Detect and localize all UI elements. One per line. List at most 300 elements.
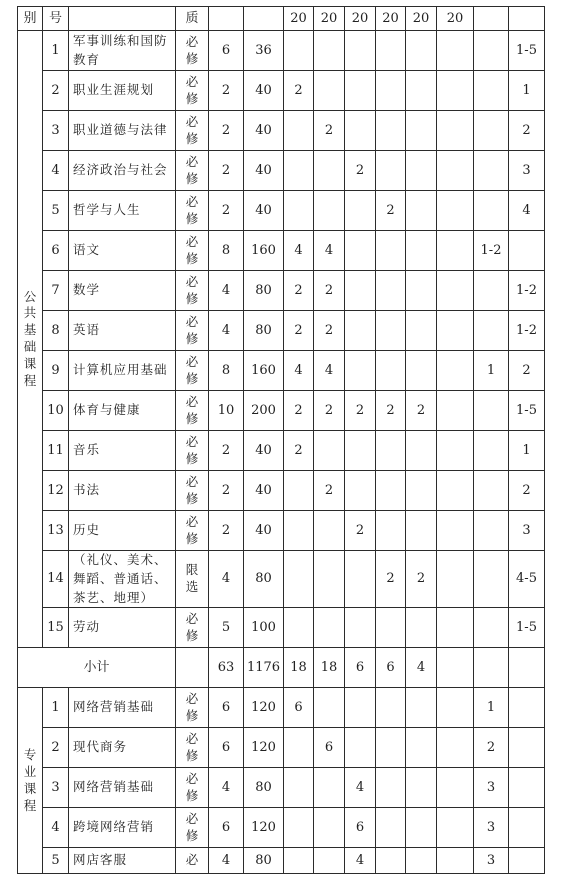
hours-cell: 80 bbox=[244, 311, 284, 351]
semester-4-cell: 2 bbox=[376, 391, 406, 431]
nature-label: 必修 bbox=[185, 433, 199, 466]
semester-5-cell bbox=[406, 848, 437, 874]
course-name: 网店客服 bbox=[69, 848, 176, 874]
semester-6-cell bbox=[437, 848, 474, 874]
nature-label: 必修 bbox=[185, 113, 199, 146]
hours-cell: 40 bbox=[244, 151, 284, 191]
nature-label: 限选 bbox=[185, 562, 199, 595]
semester-6-cell bbox=[437, 391, 474, 431]
semester-6-cell bbox=[437, 31, 474, 71]
semester-5-cell: 2 bbox=[406, 391, 437, 431]
semester-4-cell bbox=[376, 471, 406, 511]
semester-3-cell bbox=[345, 191, 376, 231]
course-row bbox=[18, 848, 545, 874]
nature-label: 必修 bbox=[185, 33, 199, 66]
subtotal-semester-5-cell: 4 bbox=[406, 648, 437, 688]
header-semester-1: 20 bbox=[284, 7, 314, 31]
course-name: 语文 bbox=[69, 231, 176, 271]
nature-label: 必修 bbox=[185, 393, 199, 426]
nature-cell bbox=[176, 271, 209, 311]
semester-5-cell bbox=[406, 151, 437, 191]
semester-1-cell: 2 bbox=[284, 391, 314, 431]
semester-1-cell bbox=[284, 848, 314, 874]
semester-1-cell: 2 bbox=[284, 431, 314, 471]
semester-3-cell bbox=[345, 471, 376, 511]
hours-cell: 160 bbox=[244, 231, 284, 271]
check-cell: 1 bbox=[509, 71, 545, 111]
semester-4-cell bbox=[376, 271, 406, 311]
hours-cell: 120 bbox=[244, 808, 284, 848]
semester-2-cell bbox=[314, 71, 345, 111]
hours-cell: 80 bbox=[244, 768, 284, 808]
nature-label: 必修 bbox=[185, 730, 199, 763]
semester-5-cell bbox=[406, 71, 437, 111]
semester-3-cell bbox=[345, 31, 376, 71]
number-cell: 5 bbox=[43, 191, 69, 231]
check-cell bbox=[509, 728, 545, 768]
course-name: 数学 bbox=[69, 271, 176, 311]
category-cell bbox=[18, 688, 43, 874]
semester-3-cell: 2 bbox=[345, 511, 376, 551]
semester-3-cell: 4 bbox=[345, 848, 376, 874]
semester-2-cell bbox=[314, 848, 345, 874]
check-cell: 4-5 bbox=[509, 551, 545, 608]
table-body bbox=[18, 7, 545, 874]
nature-cell bbox=[176, 351, 209, 391]
semester-4-cell bbox=[376, 231, 406, 271]
semester-6-cell bbox=[437, 471, 474, 511]
semester-1-cell bbox=[284, 151, 314, 191]
number-cell: 6 bbox=[43, 231, 69, 271]
exam-cell bbox=[474, 608, 509, 648]
course-name: 哲学与人生 bbox=[69, 191, 176, 231]
number-cell: 2 bbox=[43, 728, 69, 768]
semester-2-cell bbox=[314, 608, 345, 648]
nature-label: 必修 bbox=[185, 313, 199, 346]
hours-cell: 200 bbox=[244, 391, 284, 431]
category-cell bbox=[18, 31, 43, 648]
semester-6-cell bbox=[437, 111, 474, 151]
course-row bbox=[18, 808, 545, 848]
hours-cell: 40 bbox=[244, 471, 284, 511]
header-semester-6: 20 bbox=[437, 7, 474, 31]
curriculum-table bbox=[17, 6, 545, 874]
header-hours bbox=[244, 7, 284, 31]
semester-4-cell bbox=[376, 311, 406, 351]
course-row bbox=[18, 768, 545, 808]
semester-4-cell bbox=[376, 31, 406, 71]
semester-6-cell bbox=[437, 431, 474, 471]
semester-1-cell bbox=[284, 471, 314, 511]
subtotal-semester-4-cell: 6 bbox=[376, 648, 406, 688]
credits-cell: 2 bbox=[209, 191, 244, 231]
credits-cell: 4 bbox=[209, 311, 244, 351]
course-name: 职业道德与法律 bbox=[69, 111, 176, 151]
semester-5-cell bbox=[406, 768, 437, 808]
nature-cell bbox=[176, 728, 209, 768]
semester-6-cell bbox=[437, 191, 474, 231]
semester-5-cell bbox=[406, 191, 437, 231]
subtotal-nature bbox=[176, 648, 209, 688]
semester-4-cell bbox=[376, 768, 406, 808]
semester-5-cell bbox=[406, 271, 437, 311]
semester-5-cell bbox=[406, 351, 437, 391]
exam-cell: 2 bbox=[474, 728, 509, 768]
header-semester-4: 20 bbox=[376, 7, 406, 31]
semester-4-cell bbox=[376, 848, 406, 874]
category-label: 专业课程 bbox=[23, 747, 37, 813]
exam-cell bbox=[474, 511, 509, 551]
semester-3-cell bbox=[345, 728, 376, 768]
semester-2-cell bbox=[314, 431, 345, 471]
semester-6-cell bbox=[437, 728, 474, 768]
semester-5-cell bbox=[406, 31, 437, 71]
header-row bbox=[18, 7, 545, 31]
course-row bbox=[18, 311, 545, 351]
semester-5-cell bbox=[406, 111, 437, 151]
nature-cell bbox=[176, 471, 209, 511]
semester-3-cell bbox=[345, 231, 376, 271]
header-semester-3: 20 bbox=[345, 7, 376, 31]
course-name: 现代商务 bbox=[69, 728, 176, 768]
semester-1-cell bbox=[284, 551, 314, 608]
course-row bbox=[18, 191, 545, 231]
nature-label: 必 bbox=[185, 852, 199, 868]
semester-3-cell bbox=[345, 431, 376, 471]
nature-label: 必修 bbox=[185, 473, 199, 506]
check-cell bbox=[509, 768, 545, 808]
credits-cell: 8 bbox=[209, 231, 244, 271]
semester-4-cell: 2 bbox=[376, 191, 406, 231]
semester-6-cell bbox=[437, 808, 474, 848]
subtotal-label: 小计 bbox=[18, 648, 176, 688]
number-cell: 11 bbox=[43, 431, 69, 471]
credits-cell: 2 bbox=[209, 151, 244, 191]
semester-2-cell bbox=[314, 511, 345, 551]
subtotal-hours-cell: 1176 bbox=[244, 648, 284, 688]
course-name: 历史 bbox=[69, 511, 176, 551]
credits-cell: 5 bbox=[209, 608, 244, 648]
nature-label: 必修 bbox=[185, 353, 199, 386]
credits-cell: 2 bbox=[209, 431, 244, 471]
semester-5-cell bbox=[406, 808, 437, 848]
nature-cell bbox=[176, 111, 209, 151]
semester-2-cell: 2 bbox=[314, 471, 345, 511]
check-cell: 1-5 bbox=[509, 31, 545, 71]
credits-cell: 6 bbox=[209, 728, 244, 768]
exam-cell: 3 bbox=[474, 848, 509, 874]
course-name: 劳动 bbox=[69, 608, 176, 648]
semester-2-cell: 6 bbox=[314, 728, 345, 768]
nature-cell bbox=[176, 71, 209, 111]
nature-cell bbox=[176, 808, 209, 848]
semester-2-cell: 2 bbox=[314, 311, 345, 351]
exam-cell bbox=[474, 31, 509, 71]
course-row bbox=[18, 111, 545, 151]
check-cell: 3 bbox=[509, 151, 545, 191]
check-cell: 1-5 bbox=[509, 608, 545, 648]
semester-2-cell: 4 bbox=[314, 351, 345, 391]
semester-5-cell bbox=[406, 511, 437, 551]
hours-cell: 160 bbox=[244, 351, 284, 391]
semester-1-cell: 2 bbox=[284, 311, 314, 351]
semester-2-cell bbox=[314, 151, 345, 191]
semester-3-cell bbox=[345, 351, 376, 391]
header-check bbox=[509, 7, 545, 31]
number-cell: 1 bbox=[43, 688, 69, 728]
nature-cell bbox=[176, 391, 209, 431]
subtotal-check-cell bbox=[509, 648, 545, 688]
semester-2-cell: 2 bbox=[314, 271, 345, 311]
semester-3-cell bbox=[345, 271, 376, 311]
number-cell: 3 bbox=[43, 768, 69, 808]
credits-cell: 4 bbox=[209, 271, 244, 311]
exam-cell: 3 bbox=[474, 768, 509, 808]
semester-1-cell: 6 bbox=[284, 688, 314, 728]
semester-2-cell bbox=[314, 31, 345, 71]
exam-cell bbox=[474, 271, 509, 311]
semester-4-cell bbox=[376, 151, 406, 191]
semester-2-cell bbox=[314, 808, 345, 848]
exam-cell bbox=[474, 151, 509, 191]
number-cell: 3 bbox=[43, 111, 69, 151]
nature-cell bbox=[176, 768, 209, 808]
semester-2-cell bbox=[314, 191, 345, 231]
hours-cell: 80 bbox=[244, 551, 284, 608]
check-cell bbox=[509, 848, 545, 874]
hours-cell: 40 bbox=[244, 191, 284, 231]
header-semester-5: 20 bbox=[406, 7, 437, 31]
exam-cell bbox=[474, 431, 509, 471]
semester-6-cell bbox=[437, 351, 474, 391]
check-cell: 2 bbox=[509, 471, 545, 511]
nature-label: 必修 bbox=[185, 273, 199, 306]
semester-3-cell bbox=[345, 608, 376, 648]
exam-cell bbox=[474, 111, 509, 151]
exam-cell bbox=[474, 311, 509, 351]
course-name: （礼仪、美术、舞蹈、普通话、茶艺、地理） bbox=[69, 551, 176, 608]
number-cell: 13 bbox=[43, 511, 69, 551]
semester-1-cell: 4 bbox=[284, 351, 314, 391]
semester-6-cell bbox=[437, 231, 474, 271]
nature-cell bbox=[176, 551, 209, 608]
semester-6-cell bbox=[437, 71, 474, 111]
course-row bbox=[18, 271, 545, 311]
number-cell: 14 bbox=[43, 551, 69, 608]
course-row bbox=[18, 391, 545, 431]
course-row bbox=[18, 551, 545, 608]
semester-4-cell bbox=[376, 728, 406, 768]
semester-4-cell: 2 bbox=[376, 551, 406, 608]
course-row bbox=[18, 351, 545, 391]
header-number: 号 bbox=[43, 7, 69, 31]
course-row bbox=[18, 71, 545, 111]
credits-cell: 6 bbox=[209, 688, 244, 728]
number-cell: 15 bbox=[43, 608, 69, 648]
semester-5-cell bbox=[406, 231, 437, 271]
course-name: 职业生涯规划 bbox=[69, 71, 176, 111]
course-name: 网络营销基础 bbox=[69, 768, 176, 808]
semester-6-cell bbox=[437, 608, 474, 648]
semester-1-cell bbox=[284, 191, 314, 231]
semester-3-cell: 6 bbox=[345, 808, 376, 848]
nature-label: 必修 bbox=[185, 193, 199, 226]
nature-cell bbox=[176, 151, 209, 191]
semester-5-cell bbox=[406, 688, 437, 728]
course-name: 计算机应用基础 bbox=[69, 351, 176, 391]
course-row bbox=[18, 471, 545, 511]
course-row bbox=[18, 231, 545, 271]
semester-5-cell bbox=[406, 431, 437, 471]
course-row bbox=[18, 728, 545, 768]
nature-cell bbox=[176, 191, 209, 231]
course-row bbox=[18, 608, 545, 648]
credits-cell: 4 bbox=[209, 551, 244, 608]
exam-cell: 3 bbox=[474, 808, 509, 848]
exam-cell bbox=[474, 471, 509, 511]
hours-cell: 40 bbox=[244, 111, 284, 151]
credits-cell: 4 bbox=[209, 768, 244, 808]
semester-1-cell bbox=[284, 608, 314, 648]
semester-3-cell: 2 bbox=[345, 151, 376, 191]
number-cell: 4 bbox=[43, 151, 69, 191]
semester-6-cell bbox=[437, 768, 474, 808]
subtotal-semester-6-cell bbox=[437, 648, 474, 688]
check-cell: 2 bbox=[509, 351, 545, 391]
semester-1-cell bbox=[284, 808, 314, 848]
check-cell bbox=[509, 231, 545, 271]
semester-4-cell bbox=[376, 431, 406, 471]
semester-5-cell bbox=[406, 311, 437, 351]
nature-label: 必修 bbox=[185, 810, 199, 843]
nature-cell bbox=[176, 688, 209, 728]
subtotal-credits-cell: 63 bbox=[209, 648, 244, 688]
semester-5-cell bbox=[406, 728, 437, 768]
check-cell bbox=[509, 808, 545, 848]
category-label: 公共基础课程 bbox=[23, 288, 37, 388]
hours-cell: 40 bbox=[244, 431, 284, 471]
hours-cell: 100 bbox=[244, 608, 284, 648]
semester-1-cell bbox=[284, 728, 314, 768]
credits-cell: 10 bbox=[209, 391, 244, 431]
semester-3-cell bbox=[345, 688, 376, 728]
semester-1-cell bbox=[284, 111, 314, 151]
course-name: 音乐 bbox=[69, 431, 176, 471]
course-row bbox=[18, 31, 545, 71]
number-cell: 12 bbox=[43, 471, 69, 511]
semester-1-cell bbox=[284, 511, 314, 551]
semester-3-cell bbox=[345, 311, 376, 351]
nature-label: 必修 bbox=[185, 233, 199, 266]
semester-2-cell: 2 bbox=[314, 111, 345, 151]
hours-cell: 36 bbox=[244, 31, 284, 71]
number-cell: 1 bbox=[43, 31, 69, 71]
course-name: 网络营销基础 bbox=[69, 688, 176, 728]
exam-cell: 1 bbox=[474, 688, 509, 728]
number-cell: 9 bbox=[43, 351, 69, 391]
semester-3-cell bbox=[345, 71, 376, 111]
semester-6-cell bbox=[437, 551, 474, 608]
number-cell: 2 bbox=[43, 71, 69, 111]
nature-label: 必修 bbox=[185, 770, 199, 803]
credits-cell: 8 bbox=[209, 351, 244, 391]
header-nature: 质 bbox=[176, 7, 209, 31]
semester-2-cell bbox=[314, 688, 345, 728]
hours-cell: 120 bbox=[244, 728, 284, 768]
nature-cell bbox=[176, 431, 209, 471]
semester-4-cell bbox=[376, 111, 406, 151]
credits-cell: 6 bbox=[209, 808, 244, 848]
semester-2-cell: 4 bbox=[314, 231, 345, 271]
hours-cell: 80 bbox=[244, 848, 284, 874]
semester-6-cell bbox=[437, 151, 474, 191]
course-row bbox=[18, 151, 545, 191]
nature-label: 必修 bbox=[185, 690, 199, 723]
nature-cell bbox=[176, 608, 209, 648]
header-category: 别 bbox=[18, 7, 43, 31]
semester-6-cell bbox=[437, 311, 474, 351]
course-name: 跨境网络营销 bbox=[69, 808, 176, 848]
credits-cell: 2 bbox=[209, 71, 244, 111]
number-cell: 4 bbox=[43, 808, 69, 848]
credits-cell: 2 bbox=[209, 471, 244, 511]
check-cell: 1-2 bbox=[509, 311, 545, 351]
semester-4-cell bbox=[376, 351, 406, 391]
semester-4-cell bbox=[376, 808, 406, 848]
check-cell: 2 bbox=[509, 111, 545, 151]
semester-3-cell: 4 bbox=[345, 768, 376, 808]
semester-4-cell bbox=[376, 71, 406, 111]
semester-4-cell bbox=[376, 511, 406, 551]
header-credits bbox=[209, 7, 244, 31]
nature-cell bbox=[176, 31, 209, 71]
exam-cell bbox=[474, 191, 509, 231]
hours-cell: 40 bbox=[244, 511, 284, 551]
semester-4-cell bbox=[376, 608, 406, 648]
semester-1-cell: 4 bbox=[284, 231, 314, 271]
nature-label: 必修 bbox=[185, 513, 199, 546]
semester-5-cell bbox=[406, 608, 437, 648]
nature-label: 必修 bbox=[185, 610, 199, 643]
credits-cell: 2 bbox=[209, 111, 244, 151]
check-cell: 1 bbox=[509, 431, 545, 471]
exam-cell: 1 bbox=[474, 351, 509, 391]
course-name: 军事训练和国防教育 bbox=[69, 31, 176, 71]
number-cell: 10 bbox=[43, 391, 69, 431]
course-name: 体育与健康 bbox=[69, 391, 176, 431]
semester-2-cell bbox=[314, 551, 345, 608]
hours-cell: 80 bbox=[244, 271, 284, 311]
semester-5-cell bbox=[406, 471, 437, 511]
semester-5-cell: 2 bbox=[406, 551, 437, 608]
course-row bbox=[18, 511, 545, 551]
course-row bbox=[18, 431, 545, 471]
exam-cell: 1-2 bbox=[474, 231, 509, 271]
semester-3-cell: 2 bbox=[345, 391, 376, 431]
course-name: 英语 bbox=[69, 311, 176, 351]
subtotal-row bbox=[18, 648, 545, 688]
header-semester-2: 20 bbox=[314, 7, 345, 31]
course-name: 经济政治与社会 bbox=[69, 151, 176, 191]
semester-1-cell: 2 bbox=[284, 271, 314, 311]
semester-6-cell bbox=[437, 271, 474, 311]
nature-cell bbox=[176, 311, 209, 351]
check-cell: 1-5 bbox=[509, 391, 545, 431]
exam-cell bbox=[474, 551, 509, 608]
number-cell: 5 bbox=[43, 848, 69, 874]
credits-cell: 6 bbox=[209, 31, 244, 71]
check-cell: 3 bbox=[509, 511, 545, 551]
